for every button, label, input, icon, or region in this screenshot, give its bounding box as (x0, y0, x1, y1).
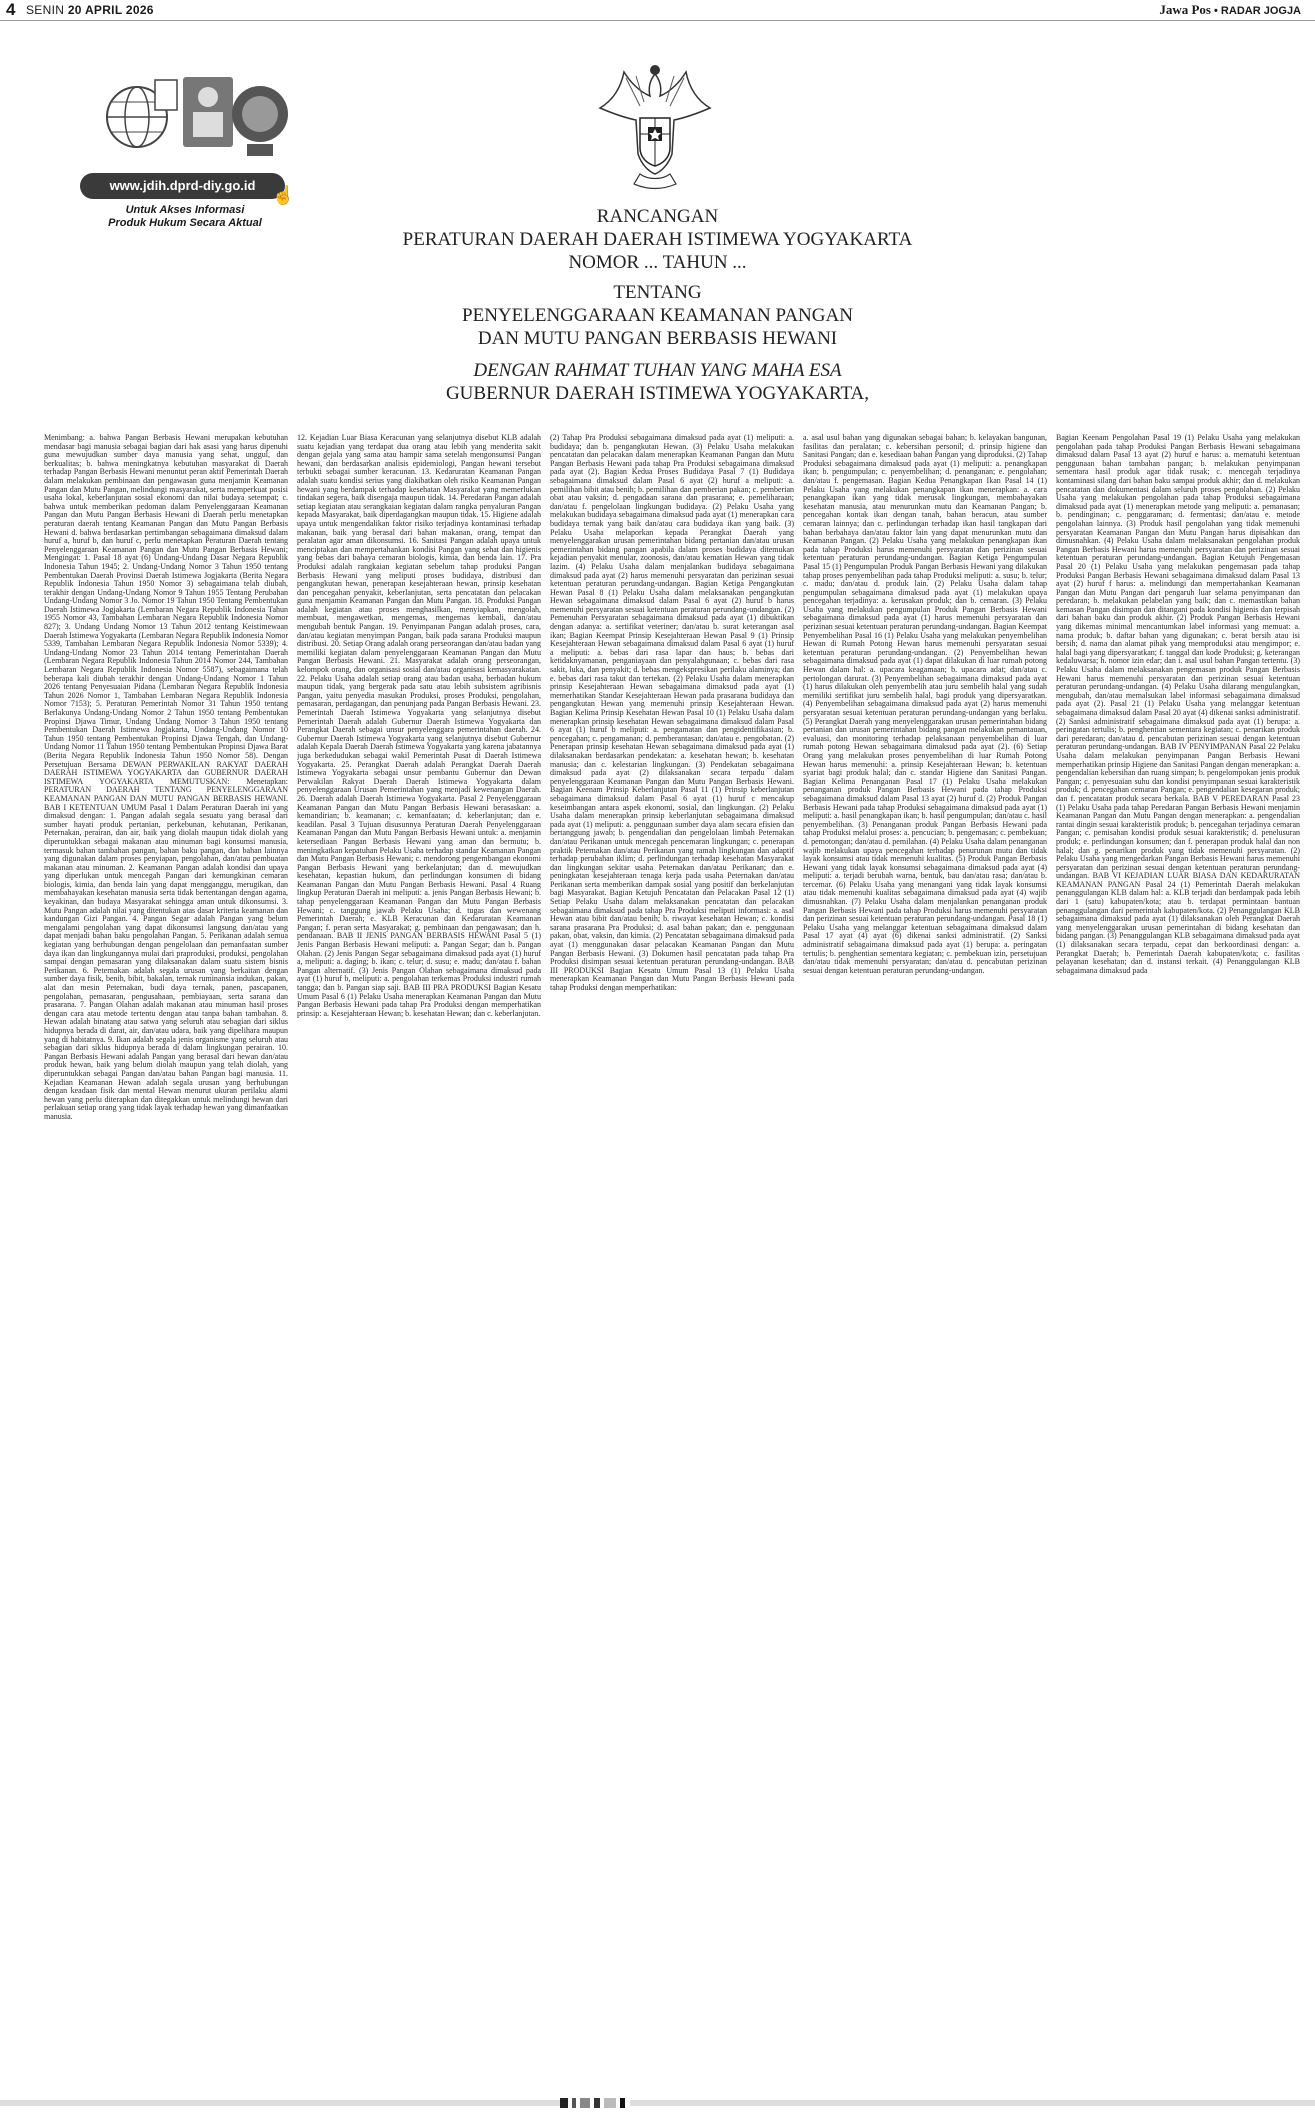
title-subject-1: PENYELENGGARAAN KEAMANAN PANGAN (462, 305, 853, 326)
title-governor: GUBERNUR DAERAH ISTIMEWA YOGYAKARTA, (445, 383, 870, 404)
jdih-dprd-logo (95, 72, 295, 172)
title-subject-2: DAN MUTU PANGAN BERBASIS HEWANI (477, 328, 838, 349)
body-columns (44, 434, 1300, 2044)
title-rancangan: RANCANGAN (596, 206, 719, 227)
newspaper-section: • RADAR JOGJA (1210, 5, 1301, 17)
newspaper-name: Jawa Pos (1159, 2, 1211, 17)
jdih-url-button[interactable]: www.jdih.dprd-diy.go.id (80, 173, 285, 199)
column-1 (44, 434, 288, 2044)
pointer-icon: ☝ (272, 185, 295, 206)
column-2-text: 12. Kejadian Luar Biasa Keracunan yang selanjutnya disebut KLB adalah suatu kejadian yang terdapat dua orang atau lebih yang menderita sakit dengan gejala yang sama atau hampir sama setelah mengonsumsi Pangan hewani, dan berdasarkan analisis epidemiologi, Pangan hewani tersebut terbukti sebagai sumber keracunan. 13. Kedaruratan Keamanan Pangan adalah suatu kondisi serius yang diakibatkan oleh risiko Keamanan Pangan hewani yang berdampak terhadap kesehatan Masyarakat yang memerlukan tindakan segera, baik disengaja maupun tidak. 14. Peredaran Pangan adalah setiap kegiatan atau serangkaian kegiatan dalam rangka penyaluran Pangan kepada Masyarakat, baik diperdagangkan maupun tidak. 15. Higiene adalah upaya untuk mengendalikan faktor risiko terjadinya kontaminasi terhadap makanan, baik yang berasal dari bahan makanan, orang, tempat dan peralatan agar aman dikonsumsi. 16. Sanitasi Pangan adalah upaya untuk menciptakan dan mempertahankan kondisi Pangan yang sehat dan higienis yang bebas dari bahaya cemaran biologis, kimia, dan benda lain. 17. Pra Produksi adalah rangkaian kegiatan sebelum tahap produksi Pangan Berbasis Hewani yang meliputi proses budidaya, distribusi dan pengangkutan hewan, penerapan kesejahteraan hewan, prinsip kesehatan dan pencegahan penyakit, keberlanjutan, serta pencatatan dan pelacakan guna menjamin Keamanan Pangan dan Mutu Pangan. 18. Produksi Pangan adalah kegiatan atau proses menghasilkan, menyiapkan, mengolah, membuat, mengawetkan, mengemas, mengemas kembali, dan/atau mengubah bentuk Pangan. 19. Penyimpanan Pangan adalah proses, cara, dan/atau kegiatan menyimpan Pangan, baik pada sarana Produksi maupun distribusi. 20. Setiap Orang adalah orang perseorangan dan/atau badan yang memiliki kegiatan dalam penyelenggaraan Keamanan Pangan dan Mutu Pangan Berbasis Hewani. 21. Masyarakat adalah orang perseorangan, kelompok orang, dan organisasi sosial dan/atau organisasi kemasyarakatan. 22. Pelaku Usaha adalah setiap orang atau badan usaha, berbadan hukum maupun tidak, yang bergerak pada satu atau lebih subsistem agribisnis Pangan, yaitu penyedia masukan Produksi, proses Produksi, pengolahan, pemasaran, perdagangan, dan penunjang pada Pangan Berbasis Hewani. 23. Pemerintah Daerah Istimewa Yogyakarta yang selanjutnya disebut Pemerintah Daerah adalah Gubernur Daerah Istimewa Yogyakarta dan Perangkat Daerah sebagai unsur penyelenggara pemerintahan daerah. 24. Gubernur Daerah Istimewa Yogyakarta yang selanjutnya disebut Gubernur adalah Kepala Daerah Daerah Istimewa Yogyakarta yang karena jabatannya juga berkedudukan sebagai wakil Pemerintah Pusat di Daerah Istimewa Yogyakarta. 25. Perangkat Daerah adalah Perangkat Daerah Daerah Istimewa Yogyakarta sebagai unsur pembantu Gubernur dan Dewan Perwakilan Rakyat Daerah Daerah Istimewa Yogyakarta dalam penyelenggaraan Urusan Pemerintahan yang menjadi kewenangan Daerah. 26. Daerah adalah Daerah Istimewa Yogyakarta. Pasal 2 Penyelenggaraan Keamanan Pangan dan Mutu Pangan Berbasis Hewani berasaskan: a. kemandirian; b. keamanan; c. kemanfaatan; d. keberlanjutan; dan e. keadilan. Pasal 3 Tujuan disusunnya Peraturan Daerah Penyelenggaraan Keamanan Pangan dan Mutu Pangan Berbasis Hewani untuk: a. menjamin ketersediaan Pangan Berbasis Hewani yang aman dan bermutu; b. meningkatkan kepatuhan Pelaku Usaha terhadap standar Keamanan Pangan dan Mutu Pangan Berbasis Hewani; c. mendorong pengembangan ekonomi Pangan Berbasis Hewani yang berkelanjutan; dan d. mewujudkan kesehatan, kepastian hukum, dan perlindungan konsumen di bidang Keamanan Pangan dan Mutu Pangan Berbasis Hewani. Pasal 4 Ruang lingkup Peraturan Daerah ini meliputi: a. jenis Pangan Berbasis Hewani; b. tahap penyelenggaraan Keamanan Pangan dan Mutu Pangan Berbasis Hewani; c. tanggung jawab Pelaku Usaha; d. tugas dan wewenang Pemerintah Daerah; e. KLB Keracunan dan Kedaruratan Keamanan Pangan; f. peran serta Masyarakat; g. pembinaan dan pengawasan; dan h. pendanaan. BAB II JENIS PANGAN BERBASIS HEWANI Pasal 5 (1) Jenis Pangan Berbasis Hewani meliputi: a. Pangan Segar; dan b. Pangan Olahan. (2) Jenis Pangan Segar sebagaimana dimaksud pada ayat (1) huruf a, meliputi: a. daging; b. ikan; c. telur; d. susu; e. madu; dan/atau f. bahan Pangan alternatif. (3) Jenis Pangan Olahan sebagaimana dimaksud pada ayat (1) huruf b, meliputi: a. pengolahan terkemas Produksi industri rumah tangga; dan b. Pangan siap saji. BAB III PRA PRODUKSI Bagian Kesatu Umum Pasal 6 (1) Pelaku Usaha menerapkan Keamanan Pangan dan Mutu Pangan Berbasis Hewani pada tahap Pra Produksi dengan memperhatikan prinsip: a. Kesejahteraan Hewan; b. kesehatan Hewan; dan c. keberlanjutan. (297, 434, 541, 1018)
jdih-note-line2: Produk Hukum Secara Aktual (108, 217, 262, 229)
issue-day: SENIN (26, 3, 68, 17)
garuda-emblem (596, 62, 714, 194)
column-3 (550, 434, 794, 2044)
newspaper-brand (1159, 2, 1301, 18)
column-4-text: a. asal usul bahan yang digunakan sebagai bahan; b. kelayakan bangunan, fasilitas dan peralatan; c. kebersihan personil; d. prinsip higiene dan Sanitasi Pangan; dan e. kesediaan bahan Pangan yang diproduksi. (2) Tahap Produksi sebagaimana dimaksud pada ayat (1) meliputi: a. penangkapan ikan; b. pengumpulan; c. penyembelihan; d. penanganan; e. pengolahan; dan/atau f. pengemasan. Bagian Kedua Penangkapan Ikan Pasal 14 (1) Pelaku Usaha yang melakukan penangkapan ikan menerapkan: a. cara penangkapan ikan yang tidak merusak lingkungan, membahayakan kesehatan manusia, atau menurunkan mutu dan Keamanan Pangan; b. pencegahan kontak ikan dengan tanah, bahan beracun, atau sumber cemaran lainnya; dan c. perlindungan terhadap ikan hasil tangkapan dari bahan berbahaya dan/atau faktor lain yang dapat menurunkan mutu dan Keamanan Pangan. (2) Pelaku Usaha yang melakukan penangkapan ikan pada tahap Produksi harus memenuhi persyaratan dan perizinan sesuai ketentuan peraturan perundang-undangan. Bagian Ketiga Pengumpulan Pasal 15 (1) Pengumpulan Produk Pangan Berbasis Hewani yang dilakukan tahap proses penyembelihan pada tahap Produksi meliputi: a. susu; b. telur; c. madu; dan/atau d. produk lain. (2) Pelaku Usaha dalam tahap pengumpulan sebagaimana dimaksud pada ayat (1) melakukan upaya pencegahan terjadinya: a. kerusakan produk; dan b. cemaran. (3) Pelaku Usaha yang melakukan pengumpulan Produk Pangan Berbasis Hewani sebagaimana dimaksud pada ayat (1) harus memenuhi persyaratan dan perizinan sesuai ketentuan peraturan perundang-undangan. Bagian Keempat Penyembelihan Pasal 16 (1) Pelaku Usaha yang melakukan penyembelihan Hewan di Rumah Potong Hewan harus memenuhi persyaratan sesuai ketentuan peraturan perundang-undangan. (2) Penyembelihan hewan sebagaimana dimaksud pada ayat (1) dapat dilakukan di luar rumah potong Hewan dalam hal: a. upacara keagamaan; b. upacara adat; dan/atau c. pertolongan darurat. (3) Penyembelihan sebagaimana dimaksud pada ayat (1) harus dilakukan oleh penyembelih atau juru sembelih halal yang sudah memiliki sertifikat juru sembelih halal, bagi produk yang dipersyaratkan. (4) Penyembelihan sebagaimana dimaksud pada ayat (2) harus memenuhi persyaratan sesuai ketentuan peraturan perundang-undangan yang berlaku. (5) Perangkat Daerah yang menyelenggarakan urusan pemerintahan bidang pertanian dan urusan pemerintahan bidang pangan melakukan pemantauan, evaluasi, dan monitoring terhadap pelaksanaan penyembelihan di luar rumah potong Hewan sebagaimana dimaksud pada ayat (2). (6) Setiap Orang yang melakukan proses penyembelihan di luar Rumah Potong Hewan harus memenuhi: a. prinsip Kesejahteraan Hewan; b. ketentuan syariat bagi produk halal; dan c. standar Higiene dan Sanitasi Pangan. Bagian Kelima Penanganan Pasal 17 (1) Pelaku Usaha melakukan penanganan produk Pangan Berbasis Hewani pada tahap Produksi sebagaimana dimaksud dalam Pasal 13 ayat (2) huruf d. (2) Produk Pangan Berbasis Hewani pada tahap Produksi sebagaimana dimaksud pada ayat (1) meliputi: a. hasil penangkapan ikan; b. hasil pengumpulan; dan/atau c. hasil penyembelihan. (3) Penanganan produk Pangan Berbasis Hewani pada tahap Produksi melalui proses: a. pencucian; b. pengemasan; c. pembekuan; d. pemotongan; dan/atau d. pemilahan. (4) Pelaku Usaha dalam penanganan wajib melakukan upaya pencegahan terhadap penurunan mutu dan tidak layak konsumsi atau tidak memenuhi kualitas. (5) Produk Pangan Berbasis Hewani yang tidak layak konsumsi sebagaimana dimaksud pada ayat (4) meliputi: a. terjadi berubah warna, bentuk, bau dan/atau rasa; dan/atau b. tercemar. (6) Pelaku Usaha yang menangani yang tidak layak konsumsi atau tidak memenuhi kualitas sebagaimana dimaksud pada ayat (4) wajib dimusnahkan. (7) Pelaku Usaha dalam menjalankan penanganan produk Pangan Berbasis Hewani pada tahap Produksi harus memenuhi persyaratan dan perizinan sesuai ketentuan peraturan perundang-undangan. Pasal 18 (1) Pelaku Usaha yang melanggar ketentuan sebagaimana dimaksud dalam Pasal 17 ayat (4) ayat (6) dikenai sanksi administratif. (2) Sanksi administratif sebagaimana dimaksud pada ayat (1) berupa: a. peringatan tertulis; b. penghentian sementara kegiatan; c. pembekuan izin, persetujuan dan/atau tidak memenuhi persyaratan; dan/atau d. pencabutan perizinan sesuai dengan ketentuan peraturan perundang-undangan. (803, 434, 1047, 975)
title-rahmat: DENGAN RAHMAT TUHAN YANG MAHA ESA (473, 360, 842, 381)
title-regulation: PERATURAN DAERAH DAERAH ISTIMEWA YOGYAKARTA (402, 229, 913, 250)
page-number: 4 (6, 0, 16, 19)
column-1-text: Menimbang: a. bahwa Pangan Berbasis Hewani merupakan kebutuhan mendasar bagi manusia sebagai bagian dari hak asasi yang harus dipenuhi guna mewujudkan sumber daya manusia yang sehat, unggul, dan berkualitas; b. bahwa meningkatnya kebutuhan masyarakat di Daerah terhadap Pangan Berbasis Hewani menuntut peran aktif Pemerintah Daerah dalam melakukan pembinaan dan pengawasan guna menjamin Keamanan Pangan dan Mutu Pangan, melindungi masyarakat, serta memperkuat posisi usaha lokal, keberlanjutan sosial ekonomi dan nilai budaya setempat; c. bahwa untuk memberikan pedoman dalam Penyelenggaraan Keamanan Pangan dan Mutu Pangan Berbasis Hewani di Daerah perlu menetapkan peraturan daerah tentang Keamanan Pangan dan Mutu Pangan Berbasis Hewani d. bahwa berdasarkan pertimbangan sebagaimana dimaksud dalam huruf a, huruf b, dan huruf c, perlu menetapkan Peraturan Daerah tentang Penyelenggaraan Keamanan Pangan dan Mutu Pangan Berbasis Hewani; Mengingat: 1. Pasal 18 ayat (6) Undang-Undang Dasar Negara Republik Indonesia Tahun 1945; 2. Undang-Undang Nomor 3 Tahun 1950 tentang Pembentukan Daerah Provinsi Daerah Istimewa Jogjakarta (Berita Negara Republik Indonesia Tahun 1950 Nomor 3) sebagaimana telah diubah, terakhir dengan Undang-Undang Nomor 9 Tahun 1955 Tentang Perubahan Undang-Undang Nomor 3 Jo. Nomor 19 Tahun 1950 Tentang Pembentukan Daerah Istimewa Jogjakarta (Lembaran Negara Republik Indonesia Tahun 1955 Nomor 43, Tambahan Lembaran Negara Republik Indonesia Nomor 827); 3. Undang Undang Nomor 13 Tahun 2012 tentang Keistimewaan Daerah Istimewa Yogyakarta (Lembaran Negara Republik Indonesia Nomor 5339, Tambahan Lembaran Negara Republik Indonesia Nomor 5339); 4. Undang-Undang Nomor 23 Tahun 2014 tentang Pemerintahan Daerah (Lembaran Negara Republik Indonesia Tahun 2014 Nomor 244, Tambahan Lembaran Negara Republik Indonesia Nomor 5587), sebagaimana telah beberapa kali diubah terakhir dengan Undang-Undang Nomor 1 Tahun 2026 tentang Penyesuaian Pidana (Lembaran Negara Republik Indonesia Tahun 2026 Nomor 1, Tambahan Lembaran Negara Republik Indonesia Nomor 7153); 5. Peraturan Pemerintah Nomor 31 Tahun 1950 tentang Berlakunya Undang-Undang Nomor 2 Tahun 1950 tentang Pembentukan Propinsi Djawa Timur, Undang Undang Nomor 3 Tahun 1950 tentang Pembentukan Daerah Istimewa Jogjakarta, Undang-Undang Nomor 10 Tahun 1950 tentang Pembentukan Propinsi Djawa Tengah, dan Undang-Undang Nomor 11 Tahun 1950 tentang Pembentukan Propinsi Djawa Barat (Berita Negara Republik Indonesia Tahun 1950 Nomor 58). Dengan Persetujuan Bersama DEWAN PERWAKILAN RAKYAT DAERAH DAERAH ISTIMEWA YOGYAKARTA dan GUBERNUR DAERAH ISTIMEWA YOGYAKARTA MEMUTUSKAN: Menetapkan: PERATURAN DAERAH TENTANG PENYELENGGARAAN KEAMANAN PANGAN DAN MUTU PANGAN BERBASIS HEWANI. BAB I KETENTUAN UMUM Pasal 1 Dalam Peraturan Daerah ini yang dimaksud dengan: 1. Pangan adalah segala sesuatu yang berasal dari sumber hayati produk pertanian, perkebunan, kehutanan, Perikanan, Peternakan, perairan, dan air, baik yang diolah maupun tidak diolah yang diperuntukkan sebagai makanan atau minuman bagi konsumsi manusia, termasuk bahan tambahan pangan, bahan baku pangan, dan bahan lainnya yang digunakan dalam proses penyiapan, pengolahan, dan/atau pembuatan makanan atau minuman. 2. Keamanan Pangan adalah kondisi dan upaya yang diperlukan untuk mencegah Pangan dari kemungkinan cemaran biologis, kimia, dan benda lain yang dapat mengganggu, merugikan, dan membahayakan kesehatan manusia serta tidak bertentangan dengan agama, keyakinan, dan budaya Masyarakat sehingga aman untuk dikonsumsi. 3. Mutu Pangan adalah nilai yang ditentukan atas dasar kriteria keamanan dan kandungan Gizi Pangan. 4. Pangan Segar adalah Pangan yang belum mengalami pengolahan yang dapat dikonsumsi langsung dan/atau yang dapat menjadi bahan baku pengolahan Pangan. 5. Perikanan adalah semua kegiatan yang berhubungan dengan pengelolaan dan pemanfaatan sumber daya ikan dan lingkungannya mulai dari praproduksi, produksi, pengolahan sampai dengan pemasaran yang dilaksanakan dalam suatu sistem bisnis Perikanan. 6. Peternakan adalah segala urusan yang berkaitan dengan sumber daya fisik, benih, bibit, bakalan, ternak ruminansia indukan, pakan, alat dan mesin Peternakan, budi daya ternak, panen, pascapanen, pengolahan, pemasaran, pengusahaan, pembiayaan, serta sarana dan prasarana. 7. Pangan Olahan adalah makanan atau minuman hasil proses dengan cara atau metode tertentu dengan atau tanpa bahan tambahan. 8. Hewan adalah binatang atau satwa yang seluruh atau sebagian dari siklus hidupnya berada di darat, air, dan/atau udara, baik yang dipelihara maupun yang di habitatnya. 9. Ikan adalah segala jenis organisme yang seluruh atau sebagian dari siklus hidupnya berada di dalam lingkungan perairan. 10. Pangan Berbasis Hewani adalah Pangan yang berasal dari hewan dan/atau produk hewan, baik yang belum diolah maupun yang telah diolah, yang diperuntukkan sebagai Pangan dan/atau bahan Pangan bagi manusia. 11. Kejadian Keamanan Hewan adalah segala urusan yang berhubungan dengan keadaan fisik dan mental Hewan menurut ukuran perilaku alami hewan yang perlu diterapkan dan ditegakkan untuk melindungi hewan dari perlakuan setiap orang yang tidak layak terhadap hewan yang dimanfaatkan manusia. (44, 434, 288, 1121)
issue-date (26, 3, 154, 17)
column-2 (297, 434, 541, 2044)
color-registration-bar (0, 2098, 1315, 2108)
jdih-note-line1: Untuk Akses Informasi (125, 204, 245, 216)
column-5 (1056, 434, 1300, 2044)
column-3-text: (2) Tahap Pra Produksi sebagaimana dimaksud pada ayat (1) meliputi: a. budidaya; dan b. pengangkutan Hewan. (3) Pelaku Usaha melakukan pencatatan dan pelacakan dalam menerapkan Keamanan Pangan dan Mutu Pangan Berbasis Hewani pada tahap Pra Produksi sebagaimana dimaksud pada ayat (2). Bagian Kedua Proses Budidaya Pasal 7 (1) Budidaya sebagaimana dimaksud dalam Pasal 6 ayat (2) huruf a meliputi: a. pemilihan bibit atau benih; b. pemilihan dan pemberian pakan; c. pemberian obat atau vaksin; d. pengadaan sarana dan prasarana; e. pemeliharaan; dan/atau f. pengelolaan lingkungan budidaya. (2) Pelaku Usaha yang melakukan budidaya sebagaimana dimaksud pada ayat (1) menerapkan cara budidaya ternak yang baik dan/atau cara budidaya ikan yang baik. (3) Pelaku Usaha melaporkan kepada Perangkat Daerah yang menyelenggarakan urusan pemerintahan bidang pertanian dan/atau urusan pemerintahan bidang pangan apabila dalam proses budidaya ditemukan kejadian penyakit menular, zoonosis, dan/atau kematian Hewan yang tidak lazim. (4) Pelaku Usaha dalam menjalankan budidaya sebagaimana dimaksud pada ayat (2) harus memenuhi persyaratan dan perizinan sesuai ketentuan peraturan perundang-undangan. Bagian Ketiga Pengangkutan Hewan Pasal 8 (1) Pelaku Usaha dalam melaksanakan pengangkutan Hewan sebagaimana dimaksud dalam Pasal 6 ayat (2) huruf b harus memenuhi persyaratan sesuai ketentuan peraturan perundang-undangan. (2) Pemenuhan Persyaratan sebagaimana dimaksud pada ayat (1) dibuktikan dengan adanya: a. sertifikat veteriner; dan/atau b. surat keterangan asal ikan; Bagian Keempat Prinsip Kesejahteraan Hewan Pasal 9 (1) Prinsip Kesejahteraan Hewan sebagaimana dimaksud dalam Pasal 6 ayat (1) huruf a meliputi: a. bebas dari rasa lapar dan haus; b. bebas dari ketidaknyamanan, penganiayaan dan penyalahgunaan; c. bebas dari rasa sakit, luka, dan penyakit; d. bebas mengekspresikan perilaku alaminya; dan e. bebas dari rasa takut dan tertekan. (2) Pelaku Usaha dalam menerapkan prinsip Kesejahteraan Hewan sebagaimana dimaksud pada ayat (1) memerhatikan Standar Kesejahteraan Hewan pada prasarana budidaya dan pengangkutan Hewan yang memenuhi prinsip Kesejahteraan Hewan. Bagian Kelima Prinsip Kesehatan Hewan Pasal 10 (1) Pelaku Usaha dalam menerapkan prinsip kesehatan Hewan sebagaimana dimaksud dalam Pasal 6 ayat (1) huruf b meliputi: a. pengamatan dan pengidentifikasian; b. pencegahan; c. pengamanan; d. pemberantasan; dan/atau e. pengobatan. (2) Penerapan prinsip kesehatan Hewan sebagaimana dimaksud pada ayat (1) dilaksanakan berdasarkan pendekatan: a. kesehatan hewan; b. kesehatan manusia; dan c. kelestarian lingkungan. (3) Pendekatan sebagaimana dimaksud pada ayat (2) dilaksanakan secara terpadu dalam penyelenggaraan Keamanan Pangan dan Mutu Pangan Berbasis Hewani. Bagian Keenam Prinsip Keberlanjutan Pasal 11 (1) Prinsip keberlanjutan sebagaimana dimaksud dalam Pasal 6 ayat (1) huruf c mencakup keseimbangan antara aspek ekonomi, sosial, dan lingkungan. (2) Pelaku Usaha dalam menerapkan prinsip keberlanjutan sebagaimana dimaksud pada ayat (1) meliputi: a. penggunaan sumber daya alam secara efisien dan bertanggung jawab; b. pengendalian dan pengelolaan limbah Peternakan dan/atau Perikanan untuk mencegah pencemaran lingkungan; c. penerapan praktik Peternakan dan/atau Perikanan yang ramah lingkungan dan adaptif terhadap perubahan iklim; d. perlindungan terhadap kesehatan Masyarakat dan lingkungan sekitar usaha Peternakan dan/atau Perikanan; dan e. peningkatan kesejahteraan tenaga kerja pada usaha Peternakan dan/atau Perikanan serta memberikan dampak sosial yang positif dan berkelanjutan bagi Masyarakat. Bagian Ketujuh Pencatatan dan Pelacakan Pasal 12 (1) Setiap Pelaku Usaha dalam melaksanakan pencatatan dan pelacakan sebagaimana dimaksud pada tahap Pra Produksi meliputi informasi: a. asal Hewan atau bibit dan/atau benih; b. riwayat kesehatan Hewan; c. kondisi sarana prasarana Pra Produksi; d. asal bahan pakan; dan e. penggunaan pakan, obat, vaksin, dan kimia. (2) Pencatatan sebagaimana dimaksud pada ayat (1) menggunakan dasar pelacakan Keamanan Pangan dan Mutu Pangan Berbasis Hewani. (3) Dokumen hasil pencatatan pada tahap Pra Produksi disimpan sesuai ketentuan peraturan perundang-undangan. BAB III PRODUKSI Bagian Kesatu Umum Pasal 13 (1) Pelaku Usaha menerapkan Keamanan Pangan dan Mutu Pangan Berbasis Hewani pada tahap Produksi dengan memperhatikan: (550, 434, 794, 992)
issue-date-value: 20 APRIL 2026 (67, 3, 154, 17)
title-tentang: TENTANG (613, 282, 702, 303)
title-number: NOMOR ... TAHUN ... (568, 252, 747, 273)
column-5-text: Bagian Keenam Pengolahan Pasal 19 (1) Pelaku Usaha yang melakukan pengolahan pada tahap Produksi Pangan Berbasis Hewani sebagaimana dimaksud dalam Pasal 13 ayat (2) huruf e harus: a. mematuhi ketentuan penggunaan bahan tambahan pangan; b. melakukan penyimpanan sementara hasil produk agar tidak rusak; c. mencegah terjadinya kontaminasi silang dari bahan baku sampai produk akhir; dan d. melakukan pencatatan dan dokumentasi dalam seluruh proses pengolahan. (2) Pelaku Usaha yang melakukan pengolahan pada tahap Produksi sebagaimana dimaksud pada ayat (1) menerapkan metode yang meliputi: a. pemanasan; b. pendinginan; c. penggaraman; d. fermentasi; dan/atau e. metode pengolahan lainnya. (3) Produk hasil pengolahan yang tidak memenuhi persyaratan Keamanan Pangan dan Mutu Pangan harus dipisahkan dan dimusnahkan. (4) Pelaku Usaha dalam melaksanakan pengolahan produk Pangan Berbasis Hewani harus memenuhi persyaratan dan perizinan sesuai ketentuan peraturan perundang-undangan. Bagian Ketujuh Pengemasan Pasal 20 (1) Pelaku Usaha yang melakukan pengemasan pada tahap Produksi Pangan Berbasis Hewani sebagaimana dimaksud dalam Pasal 13 ayat (2) huruf f harus: a. melindungi dan mempertahankan Keamanan Pangan dan Mutu Pangan dari pengaruh luar selama penyimpanan dan peredaran; b. melakukan pelabelan yang baik; dan c. memastikan bahan kemasan Pangan disimpan dan ditangani pada kondisi higienis dan terpisah dari bahan baku dan produk akhir. (2) Produk Pangan Berbasis Hewani yang dikemas minimal mencantumkan label informasi yang memuat: a. nama produk; b. daftar bahan yang digunakan; c. berat bersih atau isi bersih; d. nama dan alamat pihak yang memproduksi atau mengimpor; e. halal bagi yang dipersyaratkan; f. tanggal dan kode Produksi; g. keterangan kedaluwarsa; h. nomor izin edar; dan i. asal usul bahan Pangan tertentu. (3) Pelaku Usaha dalam melaksanakan pengemasan produk Pangan Berbasis Hewani harus memenuhi persyaratan dan perizinan sesuai ketentuan peraturan perundang-undangan. (4) Pelaku Usaha dilarang mengulangkan, mengubah, dan/atau memalsukan label informasi sebagaimana dimaksud pada ayat (2). Pasal 21 (1) Pelaku Usaha yang melanggar ketentuan sebagaimana dimaksud dalam Pasal 20 ayat (4) dikenai sanksi administratif. (2) Sanksi administratif sebagaimana dimaksud pada ayat (1) berupa: a. peringatan tertulis; b. penghentian sementara kegiatan; c. penarikan produk dari peredaran; dan/atau d. pencabutan perizinan sesuai dengan ketentuan peraturan perundang-undangan. BAB IV PENYIMPANAN Pasal 22 Pelaku Usaha dalam melakukan penyimpanan Pangan Berbasis Hewani memperhatikan prinsip Higiene dan Sanitasi Pangan dengan menerapkan: a. pengendalian kebersihan dan ruang simpan; b. pengelompokan jenis produk Pangan; c. penyesuaian suhu dan kondisi penyimpanan sesuai karakteristik produk; d. pencegahan cemaran Pangan; e. pengendalian kesegaran produk; dan f. pencatatan produk secara berkala. BAB V PEREDARAN Pasal 23 (1) Pelaku Usaha pada tahap Peredaran Pangan Berbasis Hewani menjamin Keamanan Pangan dan Mutu Pangan dengan menerapkan: a. pengendalian rantai dingin sesuai karakteristik produk; b. pencegahan terjadinya cemaran Pangan; c. pemisahan kondisi produk sesuai karakteristik; d. penelusuran produk; e. perlindungan konsumen; dan f. penerapan produk halal dan non halal; dan g. penarikan produk yang tidak memenuhi persyaratan. (2) Pelaku Usaha yang mengedarkan Pangan Berbasis Hewani harus memenuhi persyaratan dan perizinan sesuai dengan ketentuan peraturan perundang-undangan. BAB VI KEJADIAN LUAR BIASA DAN KEDARURATAN KEAMANAN PANGAN Pasal 24 (1) Pemerintah Daerah melakukan penanggulangan KLB dalam hal: a. KLB terjadi dan berdampak pada lebih dari 1 (satu) kabupaten/kota; atau b. terdapat permintaan bantuan penanggulangan dari pemerintah kabupaten/kota. (2) Penanggulangan KLB sebagaimana dimaksud pada ayat (1) dilaksanakan oleh Perangkat Daerah yang menyelenggarakan urusan pemerintahan di bidang kesehatan dan bidang pangan. (3) Penanggulangan KLB sebagaimana dimaksud pada ayat (1) dilaksanakan secara terpadu, cepat dan berkoordinasi dengan: a. Perangkat Daerah; b. Pemerintah Daerah kabupaten/kota; c. fasilitas pelayanan kesehatan; dan d. instansi terkait. (4) Penanggulangan KLB sebagaimana dimaksud pada (1056, 434, 1300, 975)
masthead-bar (0, 0, 1315, 21)
column-4 (803, 434, 1047, 2044)
